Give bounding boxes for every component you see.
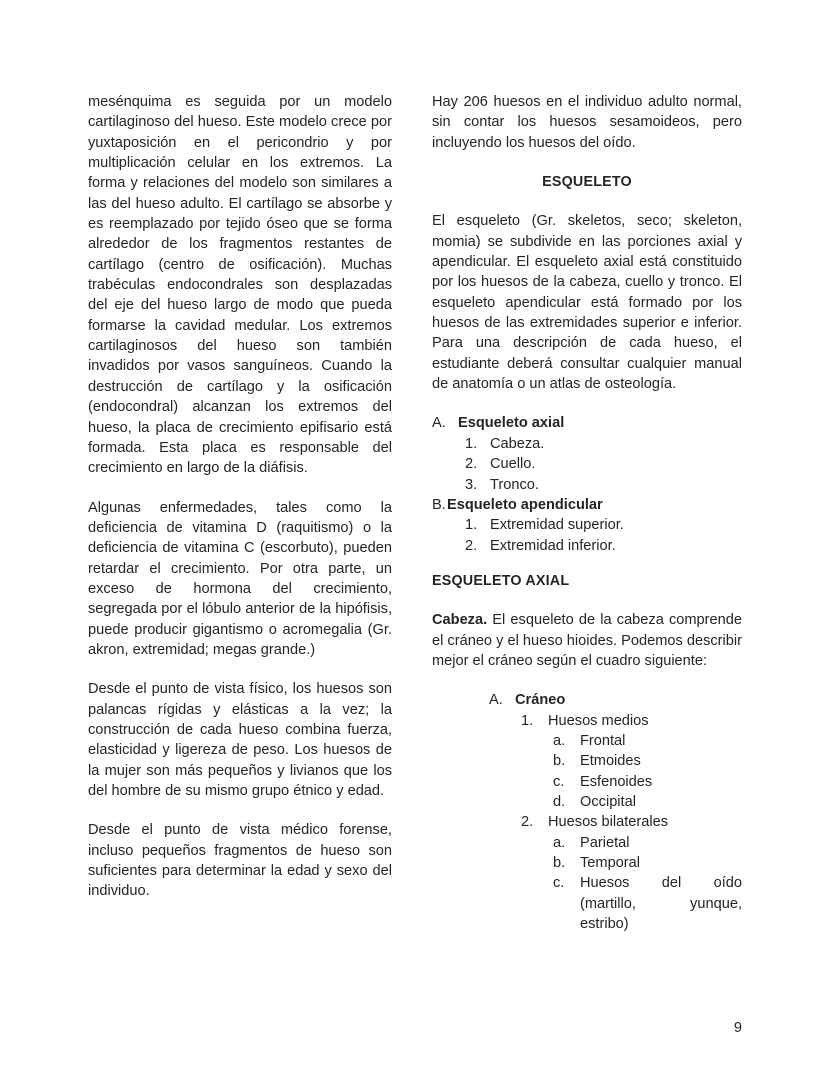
list-item [553,751,742,771]
list-marker: 1. [465,435,478,452]
paragraph: mesénquima es seguida por un modelo cartilaginoso del hueso. Este modelo crece por yuxtaposición en el pericondrio y por multiplicación celular en los extremos. La forma y relaciones del modelo son similares a las del hueso adulto. El cartílago se absorbe y es reemplazado por tejido óseo que se forma alrededor de los fragmentos restantes de cartílago (centro de osificación). Muchas trabéculas endocondrales son desplazadas del eje del hueso largo de modo que pueda formarse la cavidad medular. Los extremos cartilaginosos del hueso son también invadidos por vasos sanguíneos. Cuando la destrucción de cartílago y la osificación (endocondral) alcanzan los extremos del hueso, la placa de crecimiento epifisario está formada. Esta placa es responsable del crecimiento en largo de la diáfisis. [88,94,392,477]
paragraph-text: El esqueleto de la cabeza comprende el cráneo y el hueso hioides. Podemos describir mejor el cráneo según el cuadro siguiente: [432,612,742,669]
two-column-layout [0,92,828,934]
list-item-label: Extremidad superior. [490,517,624,534]
list-marker: B. [432,496,446,513]
outline-list-esqueleto [432,413,742,555]
left-column [0,92,392,902]
list-item-label: Huesos medios [548,712,649,729]
list-marker: A. [432,415,446,432]
list-marker: b. [553,753,566,770]
list-item [465,454,742,474]
list-marker: a. [553,834,566,851]
list-marker: d. [553,793,566,810]
list-item-label: Etmoides [580,753,641,770]
list-item-label: Cráneo [515,692,566,709]
page-number: 9 [733,1020,742,1036]
list-item [521,711,742,731]
section-heading-esqueleto-axial: ESQUELETO AXIAL [432,572,570,589]
list-item-label: Huesos del oído (martillo, yunque, estribo) [580,875,742,933]
list-item-label: Esqueleto axial [458,415,565,432]
list-marker: 1. [465,517,478,534]
list-item-label: Extremidad inferior. [490,537,616,554]
list-item-label: Tronco. [490,476,539,493]
list-item [521,812,742,832]
paragraph: Desde el punto de vista físico, los huesos son palancas rígidas y elásticas a la vez; la construcción de cada hueso combina fuerza, elasticidad y ligereza de peso. Los huesos de la mujer son más pequeños y livianos que los del hombre de su mismo grupo étnico y edad. [88,681,392,799]
list-item [553,853,742,873]
outline-list-craneo [489,690,742,934]
list-item-label: Frontal [580,732,626,749]
list-item-label: Temporal [580,855,641,871]
list-marker: 2. [521,814,534,831]
list-item-label: Esfenoides [580,773,653,790]
list-item-label: Esqueleto apendicular [447,496,603,513]
list-item [465,434,742,454]
list-marker: 2. [465,456,478,473]
section-heading-esqueleto: ESQUELETO [542,174,632,191]
list-item [553,792,742,812]
list-item [465,475,742,495]
list-item-label: Cuello. [490,456,536,473]
list-item [553,731,742,751]
paragraph: Hay 206 huesos en el individuo adulto normal, sin contar los huesos sesamoideos, pero incluyendo los huesos del oído. [432,94,742,151]
paragraph-lead-in: Cabeza. [432,612,488,629]
list-marker: 3. [465,476,478,493]
paragraph: Desde el punto de vista médico forense, incluso pequeños fragmentos de hueso son suficientes para determinar la edad y sexo del individuo. [88,822,392,900]
paragraph-cabeza [432,610,742,671]
list-marker: c. [553,875,565,892]
list-item [432,495,742,515]
list-marker: A. [489,692,503,709]
list-marker: a. [553,732,566,749]
list-item [489,690,742,710]
list-item [432,413,742,433]
list-item [553,772,742,792]
list-marker: b. [553,855,566,871]
list-item-label: Occipital [580,793,636,810]
list-item-label: Cabeza. [490,435,545,452]
paragraph: El esqueleto (Gr. skeletos, seco; skeleton, momia) se subdivide en las porciones axial y apendicular. El esqueleto axial está constituido por los huesos de la cabeza, cuello y tronco. El esqueleto apendicular está formado por los huesos de las extremidades superior e inferior. Para una descripción de cada hueso, el estudiante deberá consultar cualquier manual de anatomía o un atlas de osteología. [432,213,742,393]
list-marker: c. [553,773,565,790]
right-column [432,92,828,934]
list-item [553,833,742,853]
list-item-label: Huesos bilaterales [548,814,669,831]
list-marker: 2. [465,537,478,554]
list-item [553,873,742,934]
paragraph: Algunas enfermedades, tales como la deficiencia de vitamina D (raquitismo) o la deficiencia de vitamina C (escorbuto), pueden retardar el crecimiento. Por otra parte, un exceso de hormona del crecimiento, segregada por el lóbulo anterior de la hipófisis, puede producir gigantismo o acromegalia (Gr. akron, extremidad; megas grande.) [88,499,392,658]
list-item-label: Parietal [580,834,630,851]
list-marker: 1. [521,712,534,729]
list-item [465,515,742,535]
list-item [465,536,742,556]
